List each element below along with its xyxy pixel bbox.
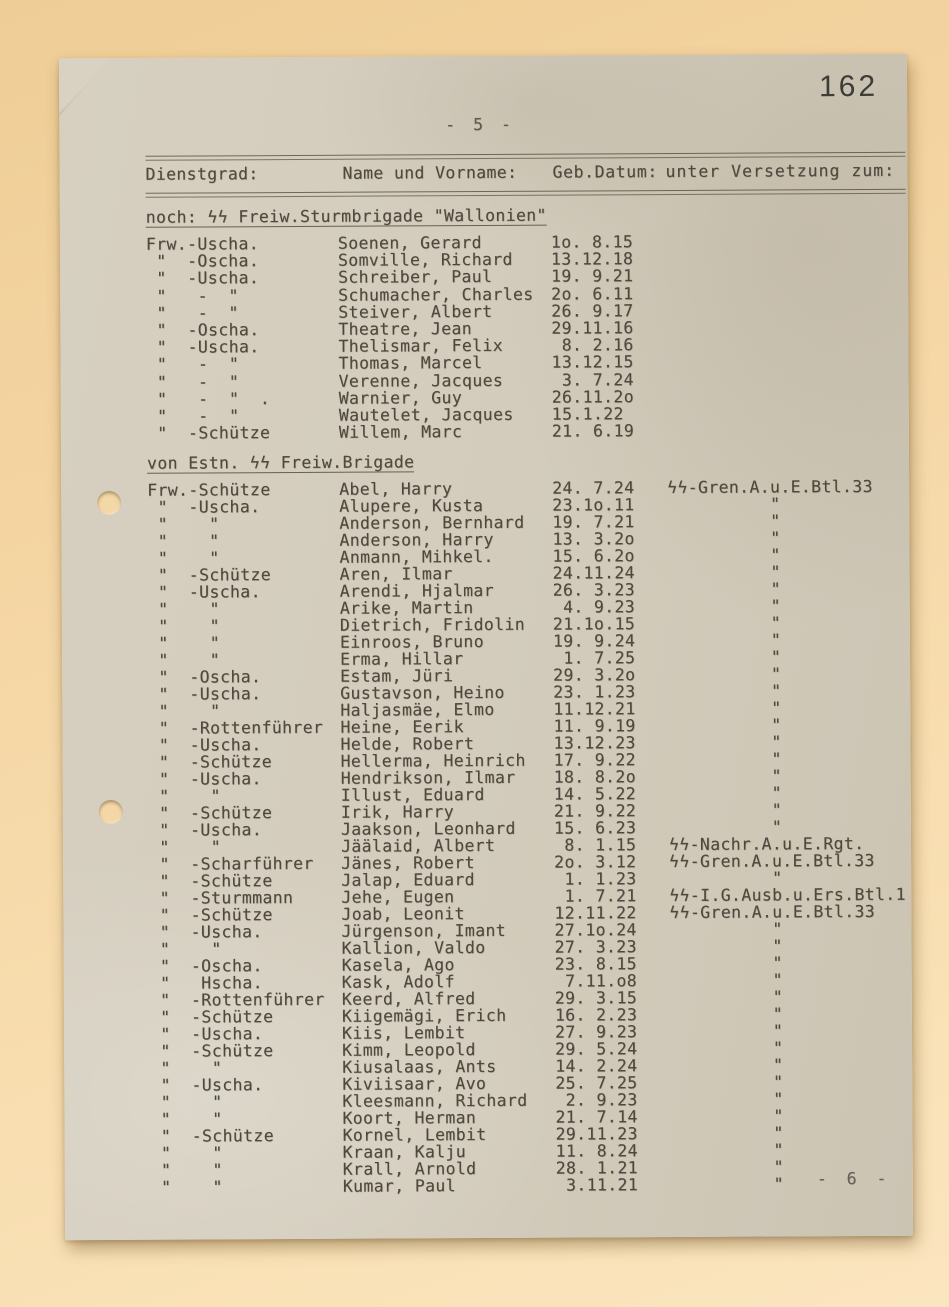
unit-cell: " (670, 1123, 784, 1144)
name-cell: Erma, Hillar (340, 649, 464, 669)
unit-cell: " (668, 732, 782, 753)
birthdate-cell: 19. 9.24 (552, 631, 636, 651)
header-rule-bottom (146, 189, 906, 198)
rank-cell: Frw.-Uscha. (145, 234, 260, 254)
name-cell: Keerd, Alfred (341, 989, 476, 1009)
unit-cell: " (668, 715, 782, 736)
rank-cell: " -Uscha. (146, 337, 260, 357)
unit-cell: " (668, 647, 782, 668)
name-cell: Warnier, Guy (338, 387, 463, 408)
name-cell: Gustavson, Heino (340, 682, 505, 703)
birthdate-cell: 15. 6.23 (553, 818, 637, 838)
unit-cell: " (668, 766, 782, 787)
birthdate-cell: 3. 7.24 (551, 369, 634, 390)
name-cell: Einroos, Bruno (339, 632, 485, 652)
rank-cell: " -Schütze (149, 905, 273, 925)
birthdate-cell: 23.1o.11 (552, 495, 635, 515)
name-cell: Kallion, Valdo (341, 938, 486, 958)
unit-cell: " (668, 817, 783, 838)
rank-cell: " " (147, 633, 221, 653)
birthdate-cell: 27. 3.23 (554, 937, 637, 957)
name-cell: Anmann, Mihkel. (339, 546, 494, 567)
unit-cell: " (668, 800, 783, 821)
name-cell: Jürgenson, Imant (341, 920, 507, 941)
rank-cell: " -Schütze (146, 423, 271, 443)
unit-cell: " (667, 511, 781, 532)
rank-cell: " -Schütze (148, 752, 273, 772)
table-row (147, 421, 892, 442)
rank-cell: " - " . (146, 388, 271, 409)
unit-cell: " (668, 664, 782, 685)
unit-cell: " (669, 970, 783, 991)
unit-cell: " (667, 596, 781, 617)
birthdate-cell: 27. 9.23 (554, 1022, 638, 1042)
name-cell: Verenne, Jacques (338, 370, 504, 391)
rank-cell: " -Uscha. (148, 820, 263, 840)
rank-cell: " -Uscha. (150, 1075, 264, 1095)
name-cell: Joab, Leonit (341, 904, 465, 924)
birthdate-cell: 21.1o.15 (552, 614, 636, 634)
rank-cell: " - " (146, 406, 240, 426)
rank-cell: Frw.-Schütze (147, 480, 271, 500)
birthdate-cell: 13.12.18 (550, 249, 634, 269)
table-row (151, 1175, 896, 1196)
column-header-transfer: unter Versetzung zum: (665, 160, 896, 182)
name-cell: Soenen, Gerard (337, 233, 482, 253)
unit-cell: " (667, 613, 782, 634)
archive-page-stamp: 162 (818, 69, 879, 104)
unit-cell: " (667, 545, 781, 566)
birthdate-cell: 25. 7.25 (555, 1073, 638, 1093)
birthdate-cell: 21. 9.22 (553, 801, 637, 821)
unit-cell: " (669, 953, 783, 974)
name-cell: Kask, Adolf (341, 972, 455, 992)
folded-corner (59, 58, 111, 116)
birthdate-cell: 4. 9.23 (552, 597, 636, 617)
name-cell: Kasela, Ago (341, 955, 455, 975)
birthdate-cell: 28. 1.21 (555, 1158, 639, 1178)
name-cell: Steiver, Albert (338, 301, 493, 322)
birthdate-cell: 1. 7.25 (553, 648, 636, 668)
rank-cell: " " (150, 1058, 223, 1078)
unit-cell: " (669, 919, 783, 940)
page-number-footer: - 6 - (816, 1168, 892, 1189)
rank-cell: " " (148, 786, 221, 806)
name-cell: Arike, Martin (339, 598, 474, 618)
unit-cell: ϟϟ-Gren.A.u.E.Btl.33 (667, 476, 873, 498)
birthdate-cell: 1. 1.23 (554, 869, 637, 889)
unit-cell: " (668, 681, 782, 702)
birthdate-cell: 12.11.22 (554, 903, 637, 923)
birthdate-cell: 27.1o.24 (554, 920, 637, 940)
punch-hole-bottom (99, 800, 123, 824)
birthdate-cell: 29.11.16 (551, 318, 634, 338)
name-cell: Jänes, Robert (341, 853, 475, 873)
rank-cell: " -Oscha. (149, 956, 263, 976)
rank-cell: " -Schütze (149, 871, 273, 891)
name-cell: Haljasmäe, Elmo (340, 699, 495, 720)
rank-cell: " -Sturmmann (149, 888, 294, 908)
unit-cell: ϟϟ-I.G.Ausb.u.Ers.Btl.1 (669, 884, 906, 906)
birthdate-cell: 29. 3.2o (553, 665, 636, 685)
unit-cell: " (668, 698, 782, 719)
birthdate-cell: 24.11.24 (552, 563, 635, 583)
birthdate-cell: 26. 3.23 (552, 580, 636, 600)
name-cell: Kumar, Paul (342, 1176, 456, 1196)
unit-cell: " (670, 1140, 784, 1161)
name-cell: Kimm, Leopold (342, 1040, 476, 1060)
rank-cell: " " (148, 837, 222, 857)
rank-cell: " " (148, 701, 221, 721)
name-cell: Jalap, Eduard (341, 870, 475, 890)
name-cell: Alupere, Kusta (339, 496, 484, 516)
rank-cell: " " (147, 548, 220, 568)
rank-cell: " -Uscha. (148, 769, 262, 789)
unit-cell: " (667, 630, 782, 651)
unit-cell: " (670, 1072, 784, 1093)
unit-cell: " (668, 783, 782, 804)
birthdate-cell: 14. 5.22 (553, 784, 637, 804)
name-cell: Aren, Ilmar (339, 564, 453, 584)
birthdate-cell: 19. 7.21 (552, 512, 635, 532)
rank-cell: " " (147, 599, 220, 619)
birthdate-cell: 7.11.o8 (554, 971, 638, 991)
name-cell: Jaakson, Leonhard (340, 818, 516, 839)
unit-cell: ϟϟ-Nachr.A.u.E.Rgt. (668, 834, 865, 855)
birthdate-cell: 2. 9.23 (555, 1090, 638, 1110)
rank-cell: " " (147, 514, 220, 534)
rank-cell: " -Uscha. (147, 582, 261, 602)
name-cell: Schreiber, Paul (338, 267, 493, 288)
name-cell: Abel, Harry (339, 479, 453, 499)
rank-cell: " -Oscha. (148, 667, 262, 687)
birthdate-cell: 15.1.22 (551, 404, 624, 424)
name-cell: Kiigemägi, Erich (341, 1005, 507, 1026)
unit-cell: " (670, 1106, 784, 1127)
name-cell: Kiusalaas, Ants (342, 1056, 497, 1077)
birthdate-cell: 16. 2.23 (554, 1005, 638, 1025)
rank-cell: " - " (146, 285, 239, 306)
birthdate-cell: 18. 8.2o (553, 767, 637, 787)
page-number-header: - 5 - (445, 114, 515, 135)
section-heading-estn-brigade: von Estn. ϟϟ Freiw.Brigade (146, 452, 415, 473)
birthdate-cell: 2o. 3.12 (554, 852, 637, 872)
unit-cell: " (669, 1021, 784, 1042)
document-page (59, 54, 913, 1240)
rank-cell: " -Rottenführer (149, 989, 325, 1010)
birthdate-cell: 2o. 6.11 (551, 283, 634, 304)
rank-cell: " -Uscha. (149, 1024, 264, 1044)
rank-cell: " - " (146, 354, 240, 375)
name-cell: Wautelet, Jacques (338, 404, 514, 425)
birthdate-cell: 19. 9.21 (551, 266, 634, 287)
unit-cell: ϟϟ-Gren.A.u.E.Btl.33 (669, 901, 876, 923)
name-cell: Krall, Arnold (342, 1159, 477, 1179)
unit-cell: ϟϟ-Gren.A.u.E.Btl.33 (669, 850, 875, 872)
name-cell: Thomas, Marcel (338, 353, 483, 374)
birthdate-cell: 29. 3.15 (554, 988, 638, 1008)
name-cell: Thelismar, Felix (338, 336, 504, 356)
rank-cell: " -Schütze (148, 803, 273, 823)
name-cell: Schumacher, Charles (338, 284, 534, 305)
name-cell: Somville, Richard (337, 250, 513, 270)
name-cell: Willem, Marc (338, 422, 463, 442)
unit-cell: " (669, 1004, 784, 1025)
rank-cell: " - " (146, 303, 239, 323)
birthdate-cell: 8. 2.16 (551, 335, 634, 355)
birthdate-cell: 23. 1.23 (553, 682, 636, 702)
rank-cell: " " (150, 1160, 223, 1180)
birthdate-cell: 1. 7.21 (554, 886, 637, 906)
unit-cell: " (669, 936, 783, 957)
rank-cell: " -Uscha. (148, 735, 262, 755)
name-cell: Kiis, Lembit (341, 1023, 466, 1043)
name-cell: Dietrich, Fridolin (339, 614, 526, 635)
birthdate-cell: 26. 9.17 (551, 301, 634, 321)
birthdate-cell: 29. 5.24 (555, 1039, 638, 1059)
rank-cell: " " (147, 616, 220, 636)
header-rule-top (145, 152, 905, 161)
name-cell: Kraan, Kalju (342, 1142, 467, 1162)
name-cell: Illust, Eduard (340, 785, 485, 805)
unit-cell: " (670, 1089, 784, 1110)
column-header-name: Name und Vorname: (342, 162, 518, 183)
rank-cell: " -Uscha. (148, 684, 262, 704)
rank-cell: " " (149, 939, 222, 959)
name-cell: Koort, Herman (342, 1108, 477, 1128)
rank-cell: " -Schütze (147, 565, 272, 585)
name-cell: Kornel, Lembit (342, 1125, 487, 1145)
rank-cell: " " (148, 650, 221, 670)
rank-cell: " " (150, 1109, 223, 1129)
column-header-birthdate: Geb.Datum: (552, 162, 658, 182)
rank-cell: " -Scharführer (149, 853, 314, 874)
unit-cell: " (667, 528, 781, 549)
name-cell: Hellerma, Heinrich (340, 750, 526, 771)
rank-cell: " -Uscha. (149, 922, 263, 942)
birthdate-cell: 11.12.21 (553, 699, 636, 719)
unit-cell: " (669, 868, 783, 889)
unit-cell: " (670, 1157, 784, 1178)
unit-cell: " (668, 749, 782, 770)
birthdate-cell: 24. 7.24 (552, 478, 635, 498)
rank-cell: " - " (146, 371, 240, 392)
birthdate-cell: 21. 7.14 (555, 1107, 638, 1127)
name-cell: Anderson, Harry (339, 529, 494, 550)
rank-cell: " -Schütze (150, 1126, 275, 1146)
rank-cell: " " (150, 1177, 223, 1197)
birthdate-cell: 13.12.23 (553, 733, 636, 753)
birthdate-cell: 8. 1.15 (553, 835, 637, 855)
rank-cell: " " (147, 531, 220, 551)
name-cell: Arendi, Hjalmar (339, 580, 495, 601)
name-cell: Helde, Robert (340, 734, 475, 754)
rank-cell: " -Uscha. (147, 497, 261, 517)
rank-cell: " -Oscha. (145, 251, 260, 271)
birthdate-cell: 23. 8.15 (554, 954, 637, 974)
unit-cell: " (669, 987, 784, 1008)
name-cell: Heine, Eerik (340, 717, 464, 737)
rank-cell: " -Schütze (149, 1007, 274, 1027)
rank-cell: " -Rottenführer (148, 717, 324, 738)
name-cell: Anderson, Bernhard (339, 512, 525, 533)
name-cell: Kiviisaar, Avo (342, 1074, 487, 1094)
column-header-rank: Dienstgrad: (145, 164, 259, 184)
unit-cell: " (670, 1174, 784, 1195)
rank-cell: " Hscha. (149, 973, 263, 993)
rank-cell: " -Schütze (150, 1041, 274, 1061)
unit-cell: " (667, 562, 781, 583)
birthdate-cell: 15. 6.2o (552, 546, 635, 566)
unit-cell: " (667, 579, 781, 600)
birthdate-cell: 17. 9.22 (553, 750, 636, 770)
unit-cell: " (670, 1055, 784, 1076)
birthdate-cell: 3.11.21 (555, 1175, 639, 1195)
unit-cell: " (670, 1038, 784, 1059)
name-cell: Jäälaid, Albert (340, 835, 496, 856)
birthdate-cell: 26.11.2o (551, 387, 635, 407)
name-cell: Estam, Jüri (340, 666, 454, 686)
birthdate-cell: 21. 6.19 (551, 421, 635, 441)
birthdate-cell: 1o. 8.15 (550, 232, 634, 252)
birthdate-cell: 11. 8.24 (555, 1141, 638, 1161)
unit-cell: " (667, 494, 781, 515)
birthdate-cell: 13.12.15 (551, 352, 634, 373)
name-cell: Kleesmann, Richard (342, 1090, 528, 1111)
rank-cell: " " (150, 1092, 223, 1112)
birthdate-cell: 14. 2.24 (555, 1056, 638, 1076)
birthdate-cell: 13. 3.2o (552, 529, 635, 549)
birthdate-cell: 11. 9.19 (553, 716, 636, 736)
name-cell: Theatre, Jean (338, 319, 473, 339)
rank-cell: " -Uscha. (146, 268, 260, 289)
name-cell: Hendrikson, Ilmar (340, 767, 516, 788)
punch-hole-top (97, 491, 121, 515)
name-cell: Irik, Harry (340, 802, 455, 822)
name-cell: Jehe, Eugen (341, 887, 455, 907)
birthdate-cell: 29.11.23 (555, 1124, 638, 1144)
rank-cell: " -Oscha. (146, 320, 260, 340)
section-heading-wallonien: noch: ϟϟ Freiw.Sturmbrigade "Wallonien" (145, 205, 547, 227)
rank-cell: " " (150, 1143, 223, 1163)
